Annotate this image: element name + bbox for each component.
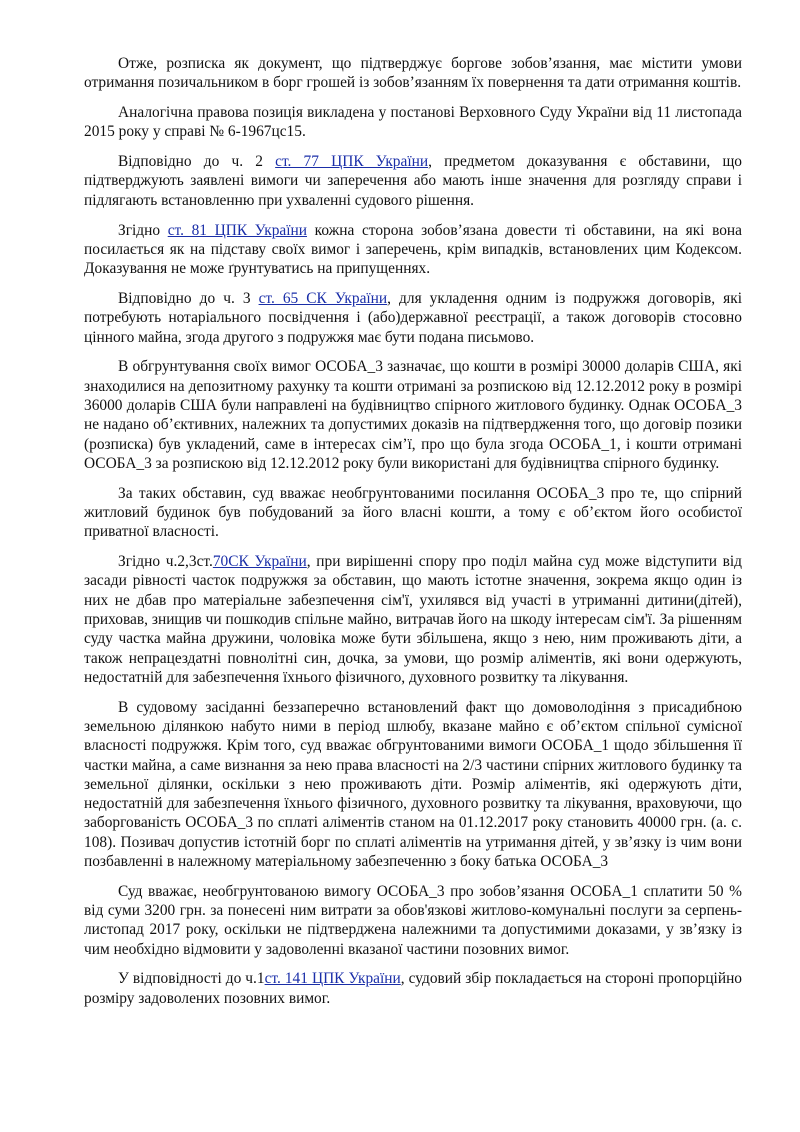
paragraph-text: Аналогічна правова позиція викладена у постанові Верховного Суду України від 11 листопада 2015 року у справі № 6-1967цс15.	[84, 104, 742, 141]
paragraph-text: , судовий збір покладається на стороні пропорційно розміру задоволених позовних вимог.	[84, 970, 743, 1007]
paragraph-text: В судовому засіданні беззаперечно встановлений факт що домоволодіння з присадибною земельною ділянкою набуто ними в період шлюбу, вказане майно є об’єктом спільної сумісної власності подружжя. Крім того, суд вважає обгрунтованими вимоги ОСОБА_1 щодо збільшення її частки майна, а саме визнання за нею права власності на 2/3 частини спірних житлового будинку та земельної ділянки, оскільки з нею проживають діти. Розмір аліментів, які одержують діти, недостатній для забезпечення їхнього фізичного, духовного розвитку та лікування, враховуючи, що заборгованість ОСОБА_3 по сплаті аліментів станом на 01.12.2017 року становить 40000 грн. (а. с. 108). Позивач допустив істотній борг по сплаті аліментів на утримання дітей, у зв’язку із чим вони позбавленні в належному матеріальному забезпеченню з боку батька ОСОБА_3	[84, 698, 742, 870]
paragraph	[84, 152, 742, 210]
paragraph-text: , предметом доказування є обставини, що підтверджують заявлені вимоги чи заперечення або мають інше значення для розгляду справи і підлягають встановленню при ухваленні судового рішення.	[84, 153, 742, 209]
paragraph-text: Суд вважає, необгрунтованою вимогу ОСОБА_3 про зобов’язання ОСОБА_1 сплатити 50 % від суми 3200 грн. за понесені ним витрати за обов'язкові житлово-комунальні послуги за серпень-листопад 2017 року, оскільки не підтверджена належними та допустимими доказами, у зв’язку із чим необхідно відмовити у задоволенні вказаної частини позовних вимог.	[84, 882, 742, 958]
paragraph	[84, 882, 742, 959]
paragraph	[84, 289, 742, 347]
paragraph-text: Відповідно до ч. 2	[118, 153, 276, 171]
paragraph	[84, 221, 742, 279]
paragraph	[84, 552, 742, 687]
paragraph-text: , для укладення одним із подружжя договорів, які потребують нотаріального посвідчення і (або)державної реєстрації, а також договорів стосовно цінного майна, згода другого з подружжя має бути подана письмово.	[84, 289, 743, 346]
paragraph-text: Відповідно до ч. 3	[118, 289, 259, 307]
paragraph-text: Згідно ч.2,3ст.	[118, 553, 213, 571]
law-reference-link[interactable]: ст. 141 ЦПК України	[264, 970, 401, 988]
document-body	[84, 54, 742, 1008]
paragraph	[84, 357, 742, 473]
law-reference-link[interactable]: ст. 77 ЦПК України	[275, 153, 429, 171]
law-reference-link[interactable]: ст. 65 СК України	[258, 289, 388, 307]
paragraph-text: В обгрунтування своїх вимог ОСОБА_3 зазначає, що кошти в розмірі 30000 доларів США, які знаходилися на депозитному рахунку та кошти отримані за розпискою від 12.12.2012 року в розмірі 36000 доларів США були направлені на будівництво спірного житлового будинку. Однак ОСОБА_3 не надано об’єктивних, належних та допустимих доказів на підтвердження того, що договір позики (розписка) був укладений, саме в інтересах сім’ї, про що була згода ОСОБА_1, і кошти отримані ОСОБА_3 за розпискою від 12.12.2012 року були використані для будівництва спірного будинку.	[84, 358, 742, 472]
paragraph-text: , при вирішенні спору про поділ майна суд може відступити від засади рівності часток подружжя за обставин, що мають істотне значення, зокрема якщо один із них не дбав про матеріальне забезпечення сім'ї, ухилявся від участі в утриманні дитини(дітей), приховав, знищив чи пошкодив спільне майно, витрачав його на шкоду інтересам сім'ї. За рішенням суду частка майна дружини, чоловіка може бути збільшена, якщо з нею, ним проживають діти, а також непрацездатні повнолітні син, дочка, за умови, що розмір аліментів, які вони одержують, недостатній для забезпечення їхнього фізичного, духовного розвитку та лікування.	[84, 553, 743, 686]
paragraph-text: Згідно	[118, 221, 168, 239]
law-reference-link[interactable]: 70СК України	[212, 553, 307, 571]
paragraph-text: Отже, розписка як документ, що підтверджує боргове зобов’язання, має містити умови отримання позичальником в борг грошей із зобов’язанням їх повернення та дати отримання коштів.	[84, 55, 742, 92]
paragraph	[84, 103, 742, 142]
paragraph-text: За таких обставин, суд вважає необгрунтованими посилання ОСОБА_3 про те, що спірний житловий будинок був побудований за його власні кошти, а тому є об’єктом його особистої приватної власності.	[84, 484, 742, 541]
paragraph-text: У відповідності до ч.1	[118, 970, 265, 988]
paragraph	[84, 698, 742, 872]
paragraph-text: кожна сторона зобов’язана довести ті обставини, на які вона посилається як на підставу своїх вимог і заперечень, крім випадків, встановлених цим Кодексом. Доказування не може ґрунтуватись на припущеннях.	[84, 221, 742, 278]
law-reference-link[interactable]: ст. 81 ЦПК України	[167, 221, 308, 239]
paragraph	[84, 54, 742, 93]
paragraph	[84, 969, 742, 1008]
paragraph	[84, 484, 742, 542]
